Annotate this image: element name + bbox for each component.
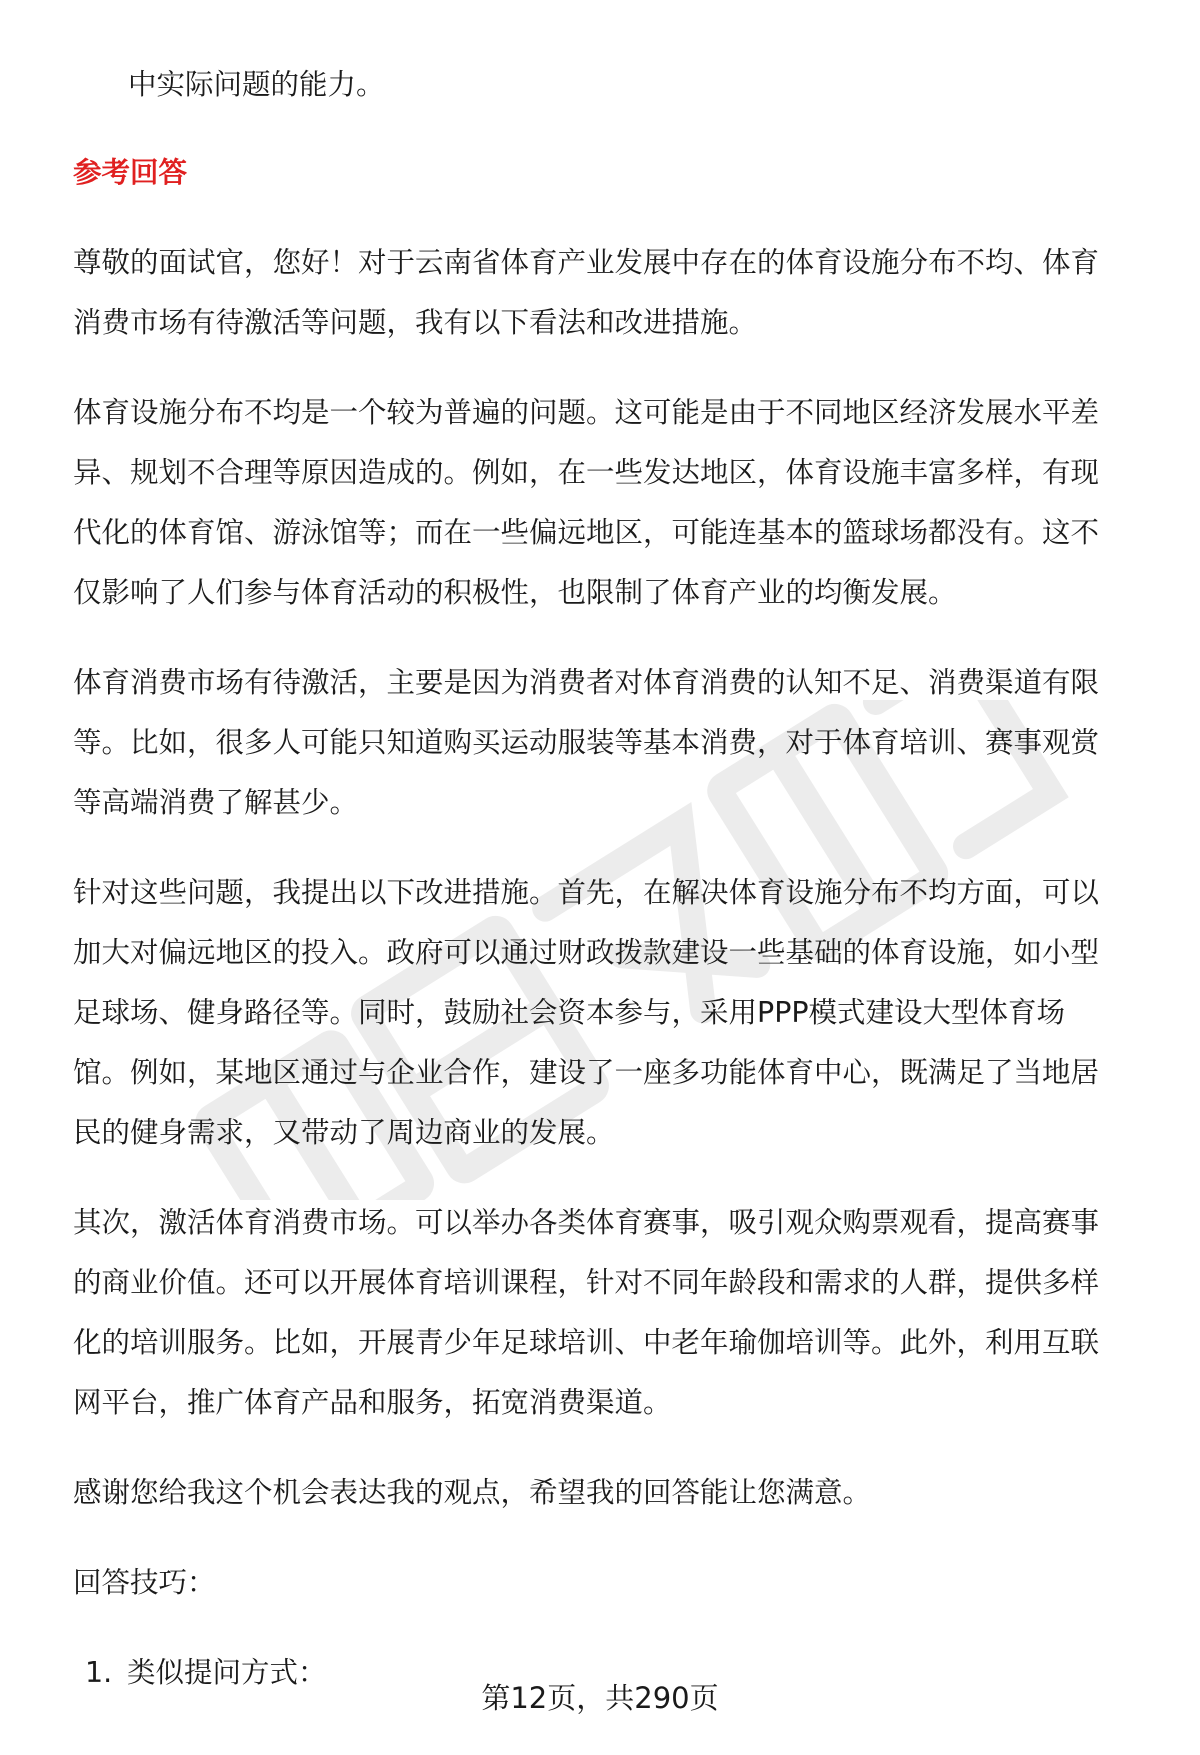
- paragraph-line: 的商业价值。还可以开展体育培训课程，针对不同年龄段和需求的人群，提供多样: [73, 1266, 1100, 1299]
- list-item-number: 1.: [85, 1656, 113, 1689]
- paragraph-line: 化的培训服务。比如，开展青少年足球培训、中老年瑜伽培训等。此外，利用互联: [73, 1326, 1100, 1359]
- document-body: [73, 55, 1145, 1703]
- paragraph-line: 仅影响了人们参与体育活动的积极性，也限制了体育产业的均衡发展。: [73, 576, 957, 609]
- paragraph-tips-label: [73, 1553, 1145, 1613]
- paragraph-thanks: [73, 1463, 1145, 1523]
- paragraph-line: 网平台，推广体育产品和服务，拓宽消费渠道。: [73, 1386, 672, 1419]
- paragraph-line: 体育消费市场有待激活，主要是因为消费者对体育消费的认知不足、消费渠道有限: [73, 666, 1100, 699]
- paragraph-line: 体育设施分布不均是一个较为普遍的问题。这可能是由于不同地区经济发展水平差: [73, 396, 1100, 429]
- paragraph-line: 消费市场有待激活等问题，我有以下看法和改进措施。: [73, 306, 758, 339]
- paragraph-line: 加大对偏远地区的投入。政府可以通过财政拨款建设一些基础的体育设施，如小型: [73, 936, 1100, 969]
- paragraph-line: 等高端消费了解甚少。: [73, 786, 359, 819]
- intro-tail-text: 中实际问题的能力。: [128, 68, 385, 101]
- paragraph-greeting: [73, 233, 1145, 353]
- paragraph-line: 代化的体育馆、游泳馆等；而在一些偏远地区，可能连基本的篮球场都没有。这不: [73, 516, 1100, 549]
- list-item-text: 类似提问方式：: [127, 1656, 327, 1689]
- paragraph-line: 其次，激活体育消费市场。可以举办各类体育赛事，吸引观众购票观看，提高赛事: [73, 1206, 1100, 1239]
- page-footer: 第12页，共290页: [481, 1681, 719, 1715]
- paragraph-line: 民的健身需求，又带动了周边商业的发展。: [73, 1116, 615, 1149]
- paragraph-line: 异、规划不合理等原因造成的。例如，在一些发达地区，体育设施丰富多样，有现: [73, 456, 1100, 489]
- paragraph-line: 针对这些问题，我提出以下改进措施。首先，在解决体育设施分布不均方面，可以: [73, 876, 1100, 909]
- paragraph-line: 回答技巧：: [73, 1566, 216, 1599]
- paragraph-line: 足球场、健身路径等。同时，鼓励社会资本参与，采用PPP模式建设大型体育场: [73, 996, 1066, 1029]
- answer-heading: 参考回答: [73, 156, 188, 189]
- paragraph-facility-issue: [73, 383, 1145, 623]
- paragraph-line: 尊敬的面试官，您好！对于云南省体育产业发展中存在的体育设施分布不均、体育: [73, 246, 1100, 279]
- paragraph-line: 等。比如，很多人可能只知道购买运动服装等基本消费，对于体育培训、赛事观赏: [73, 726, 1100, 759]
- paragraph-line: 感谢您给我这个机会表达我的观点，希望我的回答能让您满意。: [73, 1476, 872, 1509]
- paragraph-line: 馆。例如，某地区通过与企业合作，建设了一座多功能体育中心，既满足了当地居: [73, 1056, 1100, 1089]
- paragraph-measures-first: [73, 863, 1145, 1163]
- paragraph-consumption-issue: [73, 653, 1145, 833]
- paragraph-measures-second: [73, 1193, 1145, 1433]
